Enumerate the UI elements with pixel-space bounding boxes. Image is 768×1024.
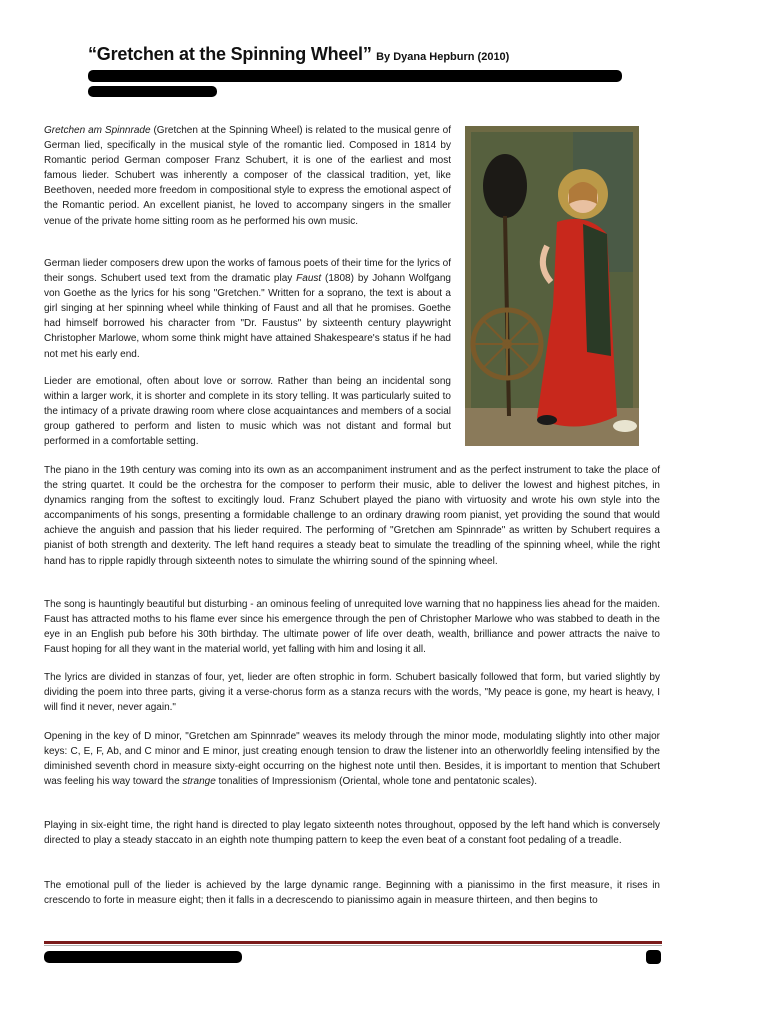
paragraph-4: The piano in the 19th century was coming into its own as an accompaniment instrument and as the perfect instrument to take the place of the string quartet. It could be the orchestra for the composer to perform their music, able to deliver the lowest and highest pitches, in dynamics ranging from the softest to excitingly loud. Franz Schubert played the piano with virtuosity and wrote his own style into the accompaniments of his songs, presenting a formidable challenge to an ordinary drawing room pianist, yet providing the sound that would achieve the anguish and passion that his lieder required. The performing of "Gretchen am Spinnrade" as written by Schubert requires a pianist of both strength and dexterity. The left hand requires a steady beat to simulate the treadling of the spinning wheel, while the right hand has to ripple rapidly through sixteenth notes to simulate the whirring sound of the spinning wheel. [44,465,660,567]
title-text: “Gretchen at the Spinning Wheel” [88,44,372,64]
paragraph-9: The emotional pull of the lieder is achieved by the large dynamic range. Beginning with a pianissimo in the first measure, it rises in crescendo to forte in measure eight; then it falls in a decrescendo to pianissimo again in measure thirteen, and then begins to [44,880,660,907]
spinning-wheel-painting [465,126,639,446]
paragraph-8: Playing in six-eight time, the right hand is directed to play legato sixteenth notes throughout, opposed by the left hand which is conversely directed to play a steady staccato in an eighth note thumping pattern to keep the even beat of a constant foot pedaling of a treadle. [44,820,660,847]
paragraph-text: (1808) by Johann Wolfgang von Goethe as the lyrics for his song "Gretchen." Written for a soprano, the text is about a girl singing at her spinning wheel while thinking of Faust and all that he promises. Goethe had himself borrowed his character from "Dr. Faustus" by sixteenth century playwright Christopher Marlowe, whom some think might have attained Shakespeare's status if he had not met his early end. [44,273,451,360]
footer-rule [44,941,662,944]
document-title [88,44,509,65]
redacted-bar [88,86,217,97]
emphasis-text: strange [182,776,216,788]
redacted-page-number [646,950,661,964]
paragraph-text: German lieder composers drew upon the works of famous poets of their time for the lyrics of their songs. Schubert used text from the dramatic play [44,258,451,285]
redacted-bar [88,70,622,82]
footer-rule-thin [44,945,662,946]
paragraph-2 [44,256,451,362]
paragraph-5: The song is hauntingly beautiful but disturbing - an ominous feeling of unrequited love warning that no happiness lies ahead for the maiden. Faust has attracted moths to his flame ever since his emergence through the pen of Christopher Marlowe who was stabbed to death in the eye in an English pub before his 30th birthday. The ultimate power of life over death, wealth, brilliance and power attracts the naive to Faust hoping for all they want in the material world, yet falling with him and losing it all. [44,599,660,656]
painting-image [465,126,639,446]
paragraph-6: The lyrics are divided in stanzas of four, yet, lieder are often strophic in form. Schubert basically followed that form, but varied slightly by dividing the poem into three parts, giving it a verse-chorus form as a stanza recurs with the words, "My peace is gone, my heart is heavy, I will find it never, never again." [44,672,660,714]
paragraph-text: tonalities of Impressionism (Oriental, whole tone and pentatonic scales). [215,776,538,788]
byline-text: By Dyana Hepburn (2010) [376,51,510,63]
paragraph-text: Opening in the key of D minor, "Gretchen am Spinnrade" weaves its melody through the minor mode, modulating slightly into other major keys: C, E, F, Ab, and C minor and E minor, just creating enough tension to draw the listener into an otherworldly feeling intensified by the diminished seventh chord in measure sixty-eight occurring on the highest note until then. Besides, it is important to mention that Schubert was feeling his way toward the [44,731,660,788]
paragraph-text: (Gretchen at the Spinning Wheel) is related to the musical genre of German lied, specifically in the musical style of the romantic lied. Composed in 1814 by Romantic period German composer Franz Schubert, it is one of the earliest and most famous lieder. Schubert was inherently a composer of the classical tradition, yet, like Beethoven, needed more freedom in compositional style to express the emotional aspect of the Romantic period. An excellent pianist, he loved to accompany singers in the smaller venue of the private home sitting room as he performed his own music. [44,125,452,227]
emphasis-text: Faust [296,273,322,285]
paragraph-1 [44,123,451,229]
redacted-footer [44,951,242,963]
emphasis-text: Gretchen am Spinnrade [44,125,151,136]
paragraph-3: Lieder are emotional, often about love or sorrow. Rather than being an incidental song within a larger work, it is shorter and complete in its story telling. It was particularly suited to the intimacy of a private drawing room where close acquaintances and members of a social group gathered to perform and listen to music which was not distant and formal but performed in a comfortable setting. [44,376,451,448]
paragraph-7 [44,729,660,789]
